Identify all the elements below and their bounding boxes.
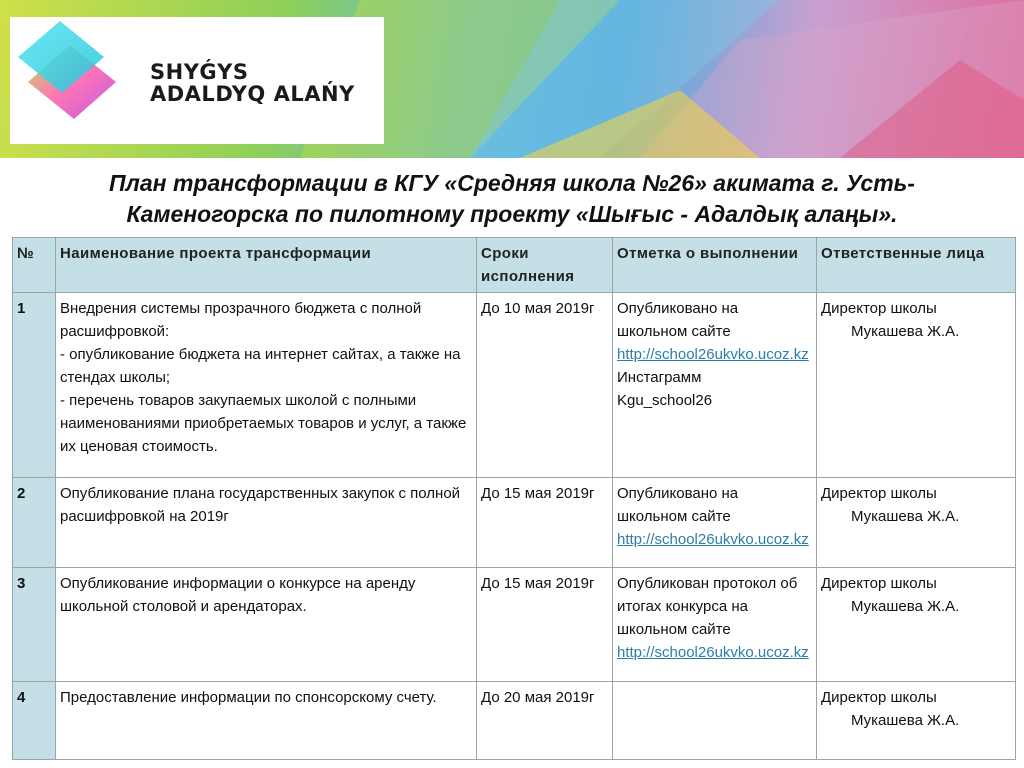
school-site-link[interactable]: http://school26ukvko.ucoz.kz <box>617 531 809 548</box>
deadline: До 15 мая 2019г <box>477 568 613 682</box>
school-site-link[interactable]: http://school26ukvko.ucoz.kz <box>617 644 809 661</box>
completion-status <box>613 568 817 682</box>
project-name-line: - опубликование бюджета на интернет сайтах, а также на стендах школы; <box>60 346 461 386</box>
table-header-row <box>13 238 1016 293</box>
logo-line-1: SHYǴYS <box>150 60 249 84</box>
project-name <box>56 293 477 478</box>
deadline: До 20 мая 2019г <box>477 682 613 760</box>
status-text: Опубликован протокол об итогах конкурса на школьном сайте <box>617 575 798 638</box>
responsible-person <box>817 682 1016 760</box>
responsible-title: Директор школы <box>821 575 937 592</box>
project-name-line: - перечень товаров закупаемых школой с полными наименованиями приобретаемых товаров и услуг, а также их ценовая стоимость. <box>60 392 467 455</box>
logo-wordmark <box>150 61 355 105</box>
table-row <box>13 568 1016 682</box>
logo-line-2: ADALDYQ ALAŃY <box>150 82 355 106</box>
deadline: До 10 мая 2019г <box>477 293 613 478</box>
responsible-name: Мукашева Ж.А. <box>851 598 960 615</box>
header-status: Отметка о выполнении <box>613 238 817 293</box>
responsible-name: Мукашева Ж.А. <box>851 508 960 525</box>
responsible-person <box>817 568 1016 682</box>
status-text: Опубликовано на школьном сайте <box>617 300 739 340</box>
completion-status <box>613 682 817 760</box>
transformation-plan-table <box>12 237 1016 760</box>
row-number: 3 <box>13 568 56 682</box>
completion-status <box>613 293 817 478</box>
completion-status <box>613 478 817 568</box>
responsible-person <box>817 293 1016 478</box>
header-banner <box>0 0 1024 158</box>
responsible-name: Мукашева Ж.А. <box>851 323 960 340</box>
responsible-person <box>817 478 1016 568</box>
row-number: 1 <box>13 293 56 478</box>
project-name: Предоставление информации по спонсорскому счету. <box>56 682 477 760</box>
responsible-title: Директор школы <box>821 689 937 706</box>
project-name: Опубликование плана государственных закупок с полной расшифровкой на 2019г <box>56 478 477 568</box>
header-terms: Сроки исполнения <box>477 238 613 293</box>
table-row <box>13 478 1016 568</box>
title-line-2: Каменогорска по пилотному проекту «Шығыс - Адалдық алаңы». <box>126 201 898 227</box>
project-name-line: Внедрения системы прозрачного бюджета с полной расшифровкой: <box>60 300 422 340</box>
status-extra-instagram: Инстаграмм <box>617 369 702 386</box>
status-extra-account: Kgu_school26 <box>617 392 713 409</box>
row-number: 4 <box>13 682 56 760</box>
table-row <box>13 682 1016 760</box>
logo-icon <box>10 17 130 125</box>
row-number: 2 <box>13 478 56 568</box>
header-name: Наименование проекта трансформации <box>56 238 477 293</box>
header-num: № <box>13 238 56 293</box>
project-name: Опубликование информации о конкурсе на аренду школьной столовой и арендаторах. <box>56 568 477 682</box>
responsible-title: Директор школы <box>821 300 937 317</box>
responsible-name: Мукашева Ж.А. <box>851 712 960 729</box>
title-line-1: План трансформации в КГУ «Средняя школа №26» акимата г. Усть- <box>109 170 915 196</box>
status-text: Опубликовано на школьном сайте <box>617 485 739 525</box>
school-site-link[interactable]: http://school26ukvko.ucoz.kz <box>617 346 809 363</box>
page-title <box>20 168 1004 230</box>
responsible-title: Директор школы <box>821 485 937 502</box>
table-row <box>13 293 1016 478</box>
deadline: До 15 мая 2019г <box>477 478 613 568</box>
logo-panel <box>10 17 384 144</box>
header-responsible: Ответственные лица <box>817 238 1016 293</box>
